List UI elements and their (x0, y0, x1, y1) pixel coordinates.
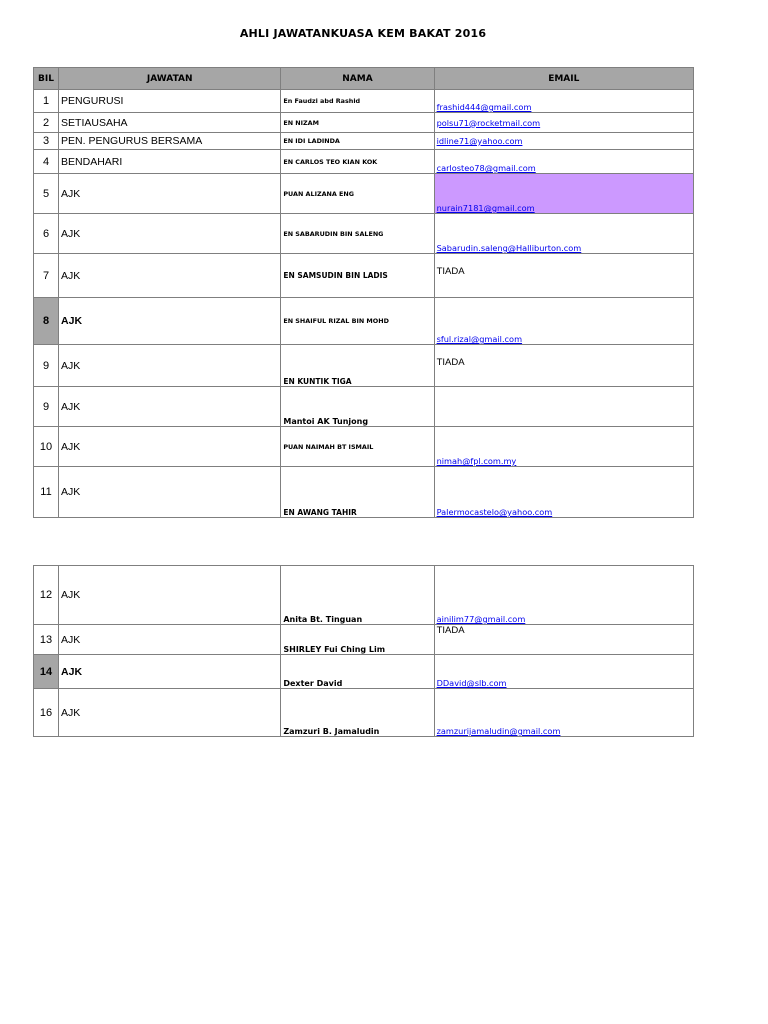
nama-cell: EN SHAIFUL RIZAL BIN MOHD (281, 298, 434, 345)
bil-cell: 10 (34, 427, 59, 467)
jawatan-cell: PENGURUSI (59, 90, 281, 113)
email-link[interactable]: idline71@yahoo.com (436, 136, 523, 146)
table-row (34, 345, 694, 387)
email-link[interactable]: polsu71@rocketmail.com (436, 117, 541, 128)
email-cell: TIADA (434, 625, 693, 655)
email-link[interactable]: carlosteo78@gmail.com (436, 163, 536, 173)
nama-cell: EN IDI LADINDA (281, 133, 434, 150)
email-cell[interactable] (434, 655, 693, 689)
jawatan-cell: BENDAHARI (59, 150, 281, 174)
header-nama: NAMA (281, 68, 434, 90)
table-row (34, 427, 694, 467)
table-row (34, 133, 694, 150)
jawatan-cell: AJK (59, 467, 281, 518)
committee-table-continued (33, 565, 694, 737)
bil-cell: 4 (34, 150, 59, 174)
header-email: EMAIL (434, 68, 693, 90)
bil-cell: 9 (34, 387, 59, 427)
email-cell: TIADA (434, 254, 693, 298)
bil-cell: 1 (34, 90, 59, 113)
email-cell[interactable] (434, 90, 693, 113)
email-cell[interactable] (434, 467, 693, 518)
table-row (34, 214, 694, 254)
jawatan-cell: AJK (59, 566, 281, 625)
jawatan-cell: AJK (59, 655, 281, 689)
jawatan-cell: AJK (59, 345, 281, 387)
bil-cell: 2 (34, 113, 59, 133)
committee-table (33, 67, 694, 518)
table-row (34, 625, 694, 655)
nama-cell: PUAN ALIZANA ENG (281, 174, 434, 214)
sheet-title: AHLI JAWATANKUASA KEM BAKAT 2016 (239, 27, 487, 40)
nama-cell: SHIRLEY Fui Ching Lim (281, 625, 434, 655)
email-link[interactable]: Sabarudin.saleng@Halliburton.com (436, 243, 582, 253)
email-link[interactable]: sful.rizal@gmail.com (436, 334, 523, 344)
table-row (34, 174, 694, 214)
email-cell[interactable] (434, 566, 693, 625)
table-row (34, 254, 694, 298)
bil-cell: 12 (34, 566, 59, 625)
email-link[interactable]: DDavid@slb.com (436, 678, 507, 688)
header-row (34, 68, 694, 90)
jawatan-cell: AJK (59, 427, 281, 467)
nama-cell: EN SAMSUDIN BIN LADIS (281, 254, 434, 298)
jawatan-cell: AJK (59, 298, 281, 345)
jawatan-cell: AJK (59, 387, 281, 427)
nama-cell: EN KUNTIK TIGA (281, 345, 434, 387)
nama-cell: Anita Bt. Tinguan (281, 566, 434, 625)
nama-cell: EN SABARUDIN BIN SALENG (281, 214, 434, 254)
jawatan-cell: AJK (59, 254, 281, 298)
bil-cell-highlighted: 8 (34, 298, 59, 345)
email-cell[interactable] (434, 214, 693, 254)
nama-cell: EN AWANG TAHIR (281, 467, 434, 518)
jawatan-cell: AJK (59, 174, 281, 214)
nama-cell: EN CARLOS TEO KIAN KOK (281, 150, 434, 174)
email-cell[interactable] (434, 689, 693, 737)
email-cell (434, 387, 693, 427)
email-cell: TIADA (434, 345, 693, 387)
table-row (34, 467, 694, 518)
bil-cell: 3 (34, 133, 59, 150)
bil-cell-highlighted: 14 (34, 655, 59, 689)
nama-cell: En Faudzi abd Rashid (281, 90, 434, 113)
header-jawatan: JAWATAN (59, 68, 281, 90)
table-row (34, 655, 694, 689)
nama-cell: Zamzuri B. Jamaludin (281, 689, 434, 737)
nama-cell: Dexter David (281, 655, 434, 689)
email-link[interactable]: ainilim77@gmail.com (436, 614, 526, 624)
bil-cell: 5 (34, 174, 59, 214)
email-cell-highlighted[interactable] (434, 174, 693, 214)
table-row (34, 566, 694, 625)
email-link[interactable]: Palermocastelo@yahoo.com (436, 507, 553, 517)
bil-cell: 13 (34, 625, 59, 655)
bil-cell: 7 (34, 254, 59, 298)
email-link[interactable]: frashid444@gmail.com (436, 102, 532, 112)
table-row (34, 387, 694, 427)
nama-cell: PUAN NAIMAH BT ISMAIL (281, 427, 434, 467)
bil-cell: 6 (34, 214, 59, 254)
table-row (34, 298, 694, 345)
header-bil: BIL (34, 68, 59, 90)
email-cell[interactable] (434, 133, 693, 150)
bil-cell: 9 (34, 345, 59, 387)
bil-cell: 16 (34, 689, 59, 737)
nama-cell: Mantoi AK Tunjong (281, 387, 434, 427)
jawatan-cell: SETIAUSAHA (59, 113, 281, 133)
email-cell[interactable] (434, 298, 693, 345)
email-link[interactable]: zamzurijamaludin@gmail.com (436, 726, 561, 736)
email-cell[interactable] (434, 150, 693, 174)
email-link[interactable]: nurain7181@gmail.com (436, 203, 535, 213)
jawatan-cell: AJK (59, 625, 281, 655)
email-cell[interactable] (434, 427, 693, 467)
table-row (34, 150, 694, 174)
jawatan-cell: AJK (59, 214, 281, 254)
jawatan-cell: AJK (59, 689, 281, 737)
table-row (34, 113, 694, 133)
nama-cell: EN NIZAM (281, 113, 434, 133)
email-cell[interactable] (434, 113, 693, 133)
bil-cell: 11 (34, 467, 59, 518)
table-row (34, 90, 694, 113)
table-row (34, 689, 694, 737)
email-link[interactable]: nimah@fpl.com.my (436, 456, 517, 466)
jawatan-cell: PEN. PENGURUS BERSAMA (59, 133, 281, 150)
